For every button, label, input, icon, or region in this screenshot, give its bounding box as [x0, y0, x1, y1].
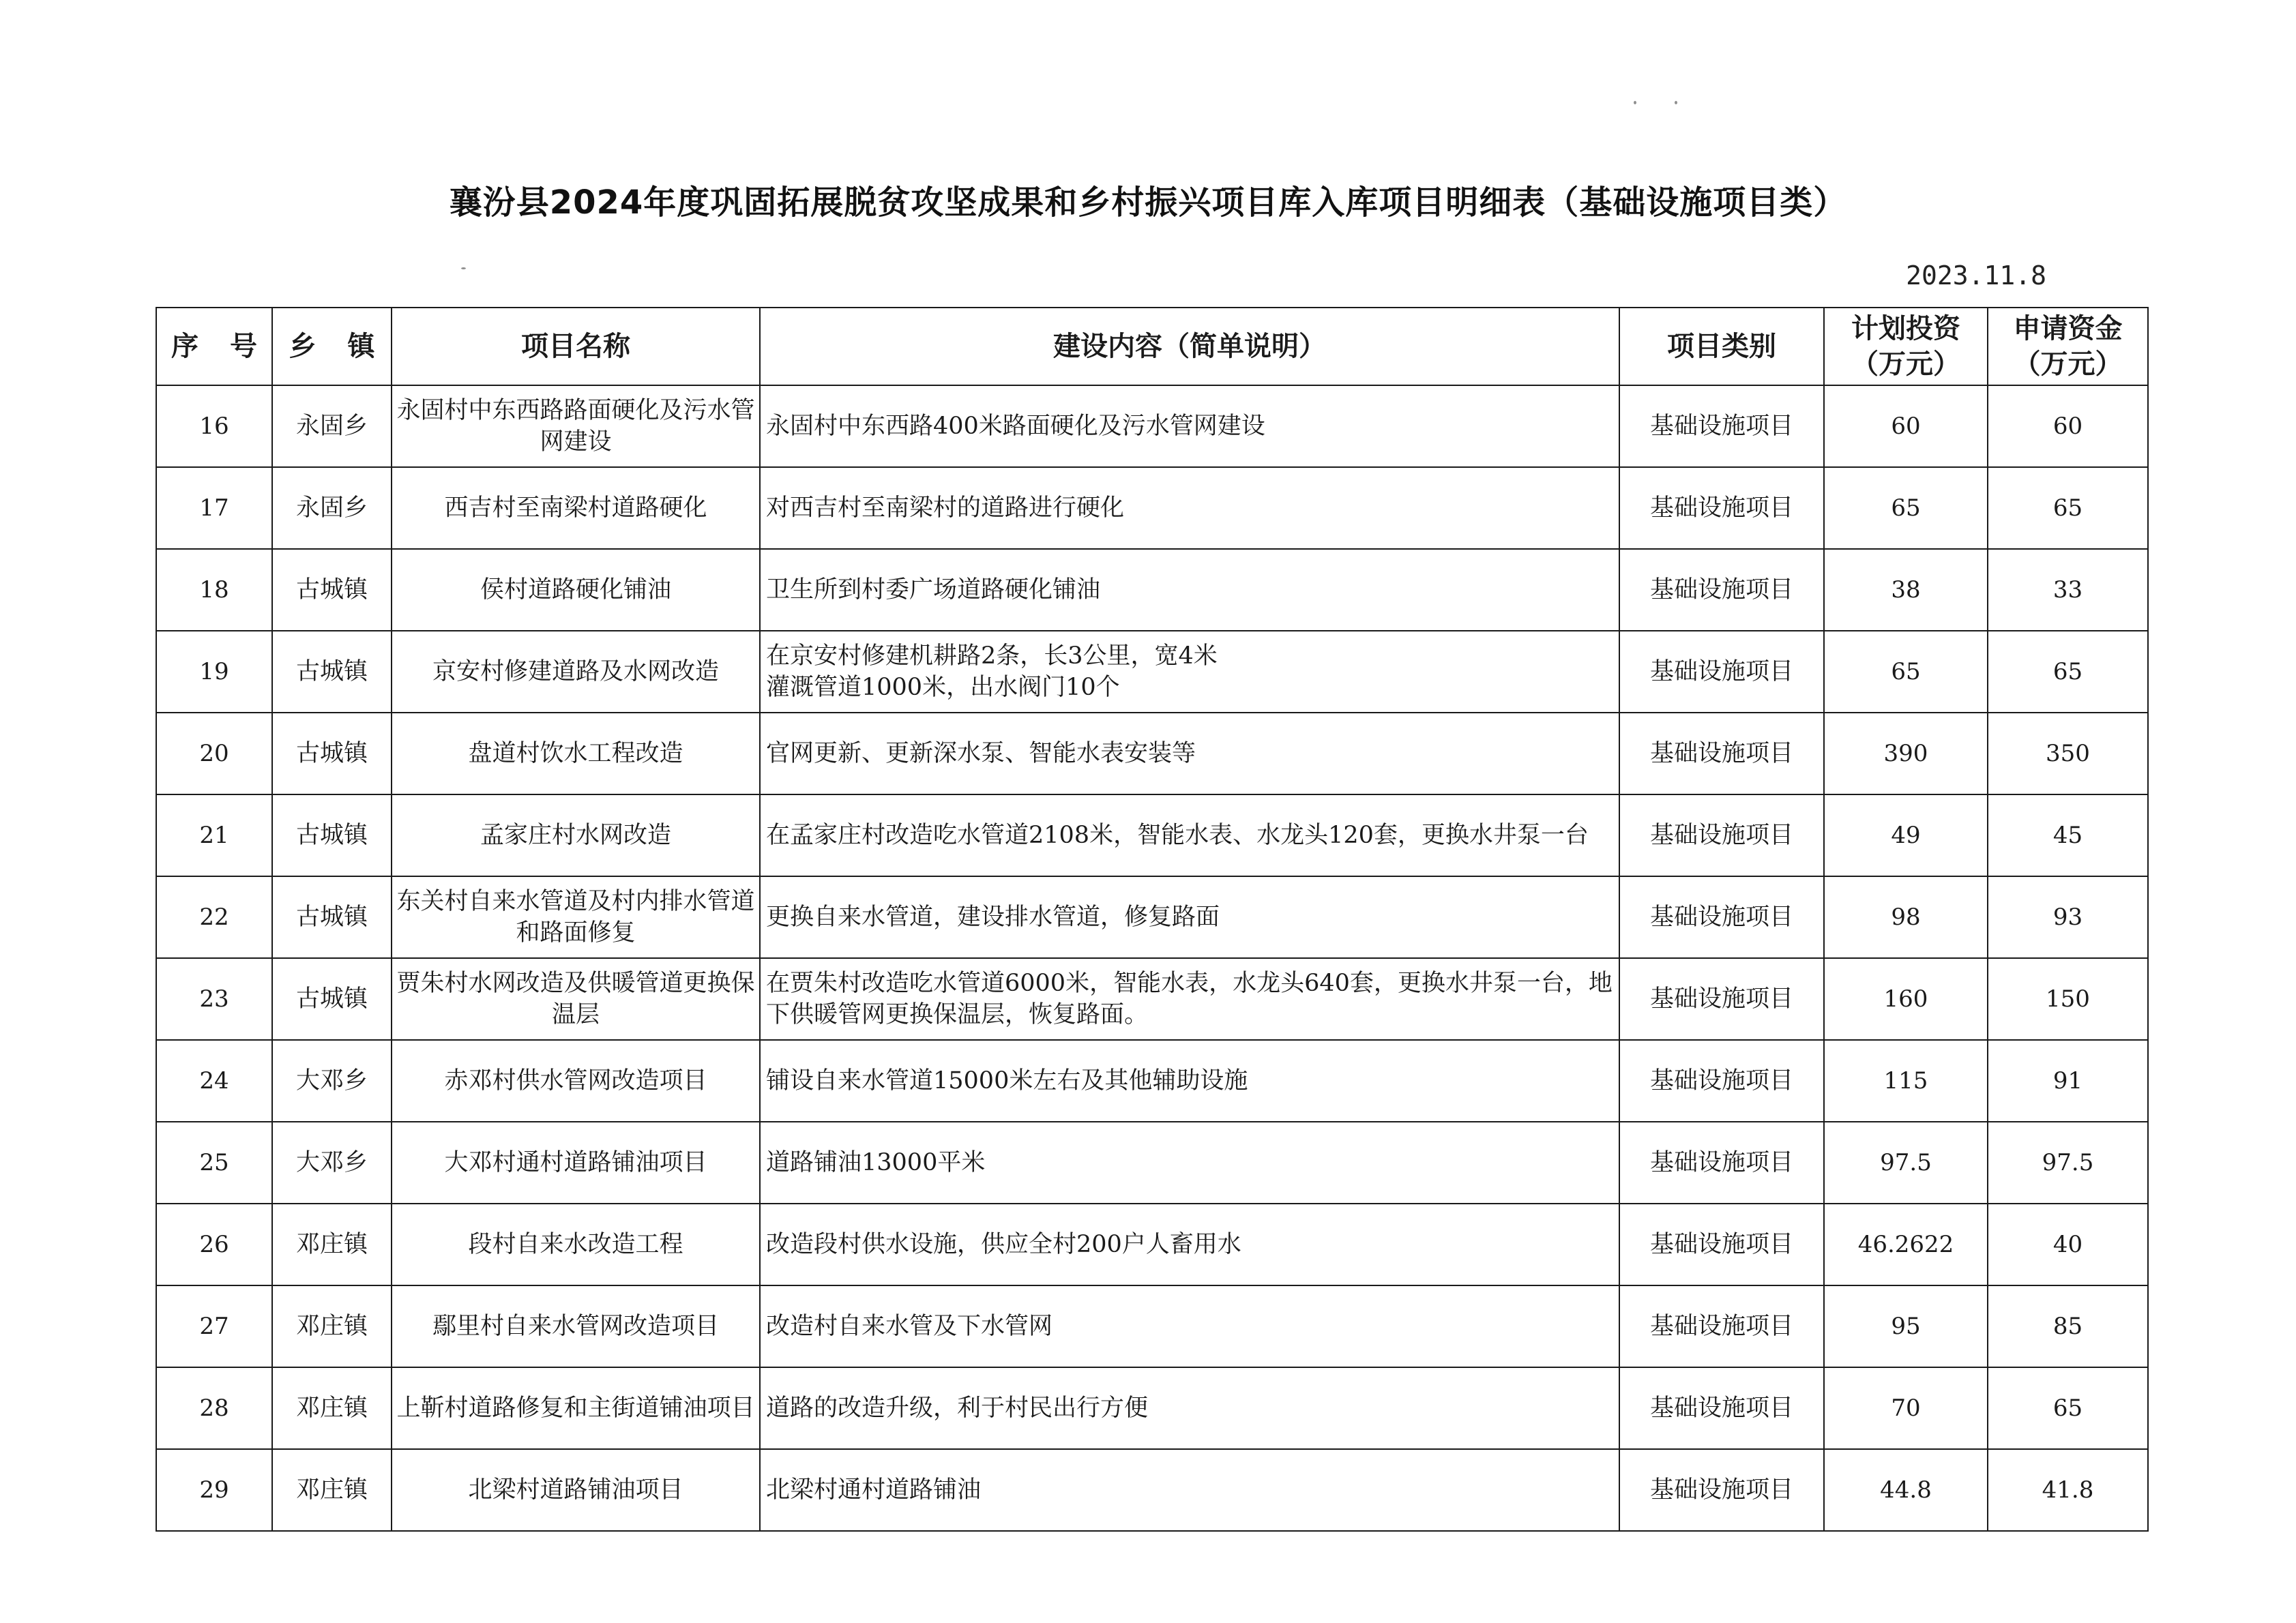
cell-seq: 16: [156, 385, 272, 467]
cell-project-name: 鄢里村自来水管网改造项目: [392, 1285, 760, 1367]
cell-project-name: 大邓村通村道路铺油项目: [392, 1122, 760, 1204]
cell-town: 永固乡: [272, 467, 392, 549]
table-row: [156, 713, 2148, 794]
cell-category: 基础设施项目: [1619, 713, 1824, 794]
cell-town: 邓庄镇: [272, 1367, 392, 1449]
cell-project-name: 盘道村饮水工程改造: [392, 713, 760, 794]
header-seq: 序 号: [156, 308, 272, 385]
cell-seq: 27: [156, 1285, 272, 1367]
cell-requested-funds: 97.5: [1988, 1122, 2148, 1204]
table-row: [156, 467, 2148, 549]
header-town: 乡 镇: [272, 308, 392, 385]
cell-seq: 17: [156, 467, 272, 549]
table-row: [156, 1122, 2148, 1204]
cell-project-name: 贾朱村水网改造及供暖管道更换保温层: [392, 958, 760, 1040]
table-row: [156, 1204, 2148, 1285]
cell-requested-funds: 85: [1988, 1285, 2148, 1367]
cell-content: 在孟家庄村改造吃水管道2108米，智能水表、水龙头120套，更换水井泵一台: [760, 794, 1619, 876]
cell-planned-investment: 44.8: [1824, 1449, 1988, 1531]
cell-content: 改造村自来水管及下水管网: [760, 1285, 1619, 1367]
cell-requested-funds: 65: [1988, 1367, 2148, 1449]
page-title: 襄汾县2024年度巩固拓展脱贫攻坚成果和乡村振兴项目库入库项目明细表（基础设施项目类）: [449, 183, 1847, 222]
cell-category: 基础设施项目: [1619, 958, 1824, 1040]
cell-seq: 29: [156, 1449, 272, 1531]
cell-town: 邓庄镇: [272, 1285, 392, 1367]
header-requested-funds: 申请资金 （万元）: [1988, 308, 2148, 385]
cell-seq: 21: [156, 794, 272, 876]
cell-category: 基础设施项目: [1619, 1122, 1824, 1204]
table-row: [156, 631, 2148, 713]
cell-category: 基础设施项目: [1619, 385, 1824, 467]
cell-content: 对西吉村至南梁村的道路进行硬化: [760, 467, 1619, 549]
table-row: [156, 1449, 2148, 1531]
cell-content: 铺设自来水管道15000米左右及其他辅助设施: [760, 1040, 1619, 1122]
cell-town: 邓庄镇: [272, 1449, 392, 1531]
cell-planned-investment: 65: [1824, 467, 1988, 549]
cell-planned-investment: 160: [1824, 958, 1988, 1040]
cell-category: 基础设施项目: [1619, 467, 1824, 549]
cell-seq: 19: [156, 631, 272, 713]
cell-town: 古城镇: [272, 794, 392, 876]
cell-planned-investment: 46.2622: [1824, 1204, 1988, 1285]
cell-category: 基础设施项目: [1619, 876, 1824, 958]
table-row: [156, 385, 2148, 467]
cell-category: 基础设施项目: [1619, 1285, 1824, 1367]
cell-seq: 25: [156, 1122, 272, 1204]
cell-requested-funds: 33: [1988, 549, 2148, 631]
cell-requested-funds: 41.8: [1988, 1449, 2148, 1531]
cell-planned-investment: 38: [1824, 549, 1988, 631]
cell-seq: 22: [156, 876, 272, 958]
cell-seq: 26: [156, 1204, 272, 1285]
table-row: [156, 958, 2148, 1040]
cell-project-name: 赤邓村供水管网改造项目: [392, 1040, 760, 1122]
cell-town: 古城镇: [272, 549, 392, 631]
scan-speck: [461, 267, 466, 269]
cell-town: 古城镇: [272, 876, 392, 958]
cell-seq: 20: [156, 713, 272, 794]
table-header-row: [156, 308, 2148, 385]
table-row: [156, 1367, 2148, 1449]
cell-category: 基础设施项目: [1619, 794, 1824, 876]
cell-content: 道路铺油13000平米: [760, 1122, 1619, 1204]
cell-planned-investment: 390: [1824, 713, 1988, 794]
scan-speck: [1675, 101, 1677, 104]
cell-content: 永固村中东西路400米路面硬化及污水管网建设: [760, 385, 1619, 467]
cell-content: 在京安村修建机耕路2条，长3公里，宽4米 灌溉管道1000米，出水阀门10个: [760, 631, 1619, 713]
scan-speck: [1634, 101, 1636, 104]
table-row: [156, 1040, 2148, 1122]
cell-seq: 24: [156, 1040, 272, 1122]
table-body: [156, 385, 2148, 1531]
cell-requested-funds: 60: [1988, 385, 2148, 467]
cell-project-name: 永固村中东西路路面硬化及污水管网建设: [392, 385, 760, 467]
cell-requested-funds: 65: [1988, 467, 2148, 549]
cell-project-name: 京安村修建道路及水网改造: [392, 631, 760, 713]
cell-project-name: 段村自来水改造工程: [392, 1204, 760, 1285]
cell-content: 改造段村供水设施，供应全村200户人畜用水: [760, 1204, 1619, 1285]
header-project-name: 项目名称: [392, 308, 760, 385]
cell-requested-funds: 40: [1988, 1204, 2148, 1285]
cell-requested-funds: 45: [1988, 794, 2148, 876]
cell-category: 基础设施项目: [1619, 1040, 1824, 1122]
cell-content: 卫生所到村委广场道路硬化铺油: [760, 549, 1619, 631]
cell-project-name: 上靳村道路修复和主街道铺油项目: [392, 1367, 760, 1449]
table-row: [156, 549, 2148, 631]
cell-content: 官网更新、更新深水泵、智能水表安装等: [760, 713, 1619, 794]
cell-content: 更换自来水管道，建设排水管道，修复路面: [760, 876, 1619, 958]
cell-town: 大邓乡: [272, 1040, 392, 1122]
cell-category: 基础设施项目: [1619, 1449, 1824, 1531]
cell-planned-investment: 95: [1824, 1285, 1988, 1367]
cell-planned-investment: 97.5: [1824, 1122, 1988, 1204]
cell-seq: 23: [156, 958, 272, 1040]
table-row: [156, 794, 2148, 876]
cell-seq: 18: [156, 549, 272, 631]
cell-requested-funds: 150: [1988, 958, 2148, 1040]
cell-content: 在贾朱村改造吃水管道6000米，智能水表，水龙头640套，更换水井泵一台，地下供暖管网更换保温层，恢复路面。: [760, 958, 1619, 1040]
table-row: [156, 1285, 2148, 1367]
document-date: 2023.11.8: [1906, 260, 2046, 291]
cell-town: 邓庄镇: [272, 1204, 392, 1285]
cell-requested-funds: 91: [1988, 1040, 2148, 1122]
cell-town: 永固乡: [272, 385, 392, 467]
cell-category: 基础设施项目: [1619, 631, 1824, 713]
cell-category: 基础设施项目: [1619, 1204, 1824, 1285]
cell-project-name: 侯村道路硬化铺油: [392, 549, 760, 631]
header-planned-investment: 计划投资 （万元）: [1824, 308, 1988, 385]
cell-category: 基础设施项目: [1619, 1367, 1824, 1449]
project-detail-table: [156, 307, 2149, 1532]
cell-planned-investment: 65: [1824, 631, 1988, 713]
cell-planned-investment: 70: [1824, 1367, 1988, 1449]
cell-project-name: 孟家庄村水网改造: [392, 794, 760, 876]
cell-town: 古城镇: [272, 713, 392, 794]
cell-project-name: 北梁村道路铺油项目: [392, 1449, 760, 1531]
cell-project-name: 西吉村至南梁村道路硬化: [392, 467, 760, 549]
cell-requested-funds: 65: [1988, 631, 2148, 713]
cell-content: 北梁村通村道路铺油: [760, 1449, 1619, 1531]
cell-town: 大邓乡: [272, 1122, 392, 1204]
cell-requested-funds: 93: [1988, 876, 2148, 958]
cell-content: 道路的改造升级，利于村民出行方便: [760, 1367, 1619, 1449]
cell-seq: 28: [156, 1367, 272, 1449]
cell-planned-investment: 98: [1824, 876, 1988, 958]
table-row: [156, 876, 2148, 958]
cell-town: 古城镇: [272, 958, 392, 1040]
cell-requested-funds: 350: [1988, 713, 2148, 794]
cell-planned-investment: 49: [1824, 794, 1988, 876]
cell-planned-investment: 115: [1824, 1040, 1988, 1122]
header-content: 建设内容（简单说明）: [760, 308, 1619, 385]
cell-town: 古城镇: [272, 631, 392, 713]
cell-project-name: 东关村自来水管道及村内排水管道和路面修复: [392, 876, 760, 958]
cell-category: 基础设施项目: [1619, 549, 1824, 631]
header-category: 项目类别: [1619, 308, 1824, 385]
cell-planned-investment: 60: [1824, 385, 1988, 467]
